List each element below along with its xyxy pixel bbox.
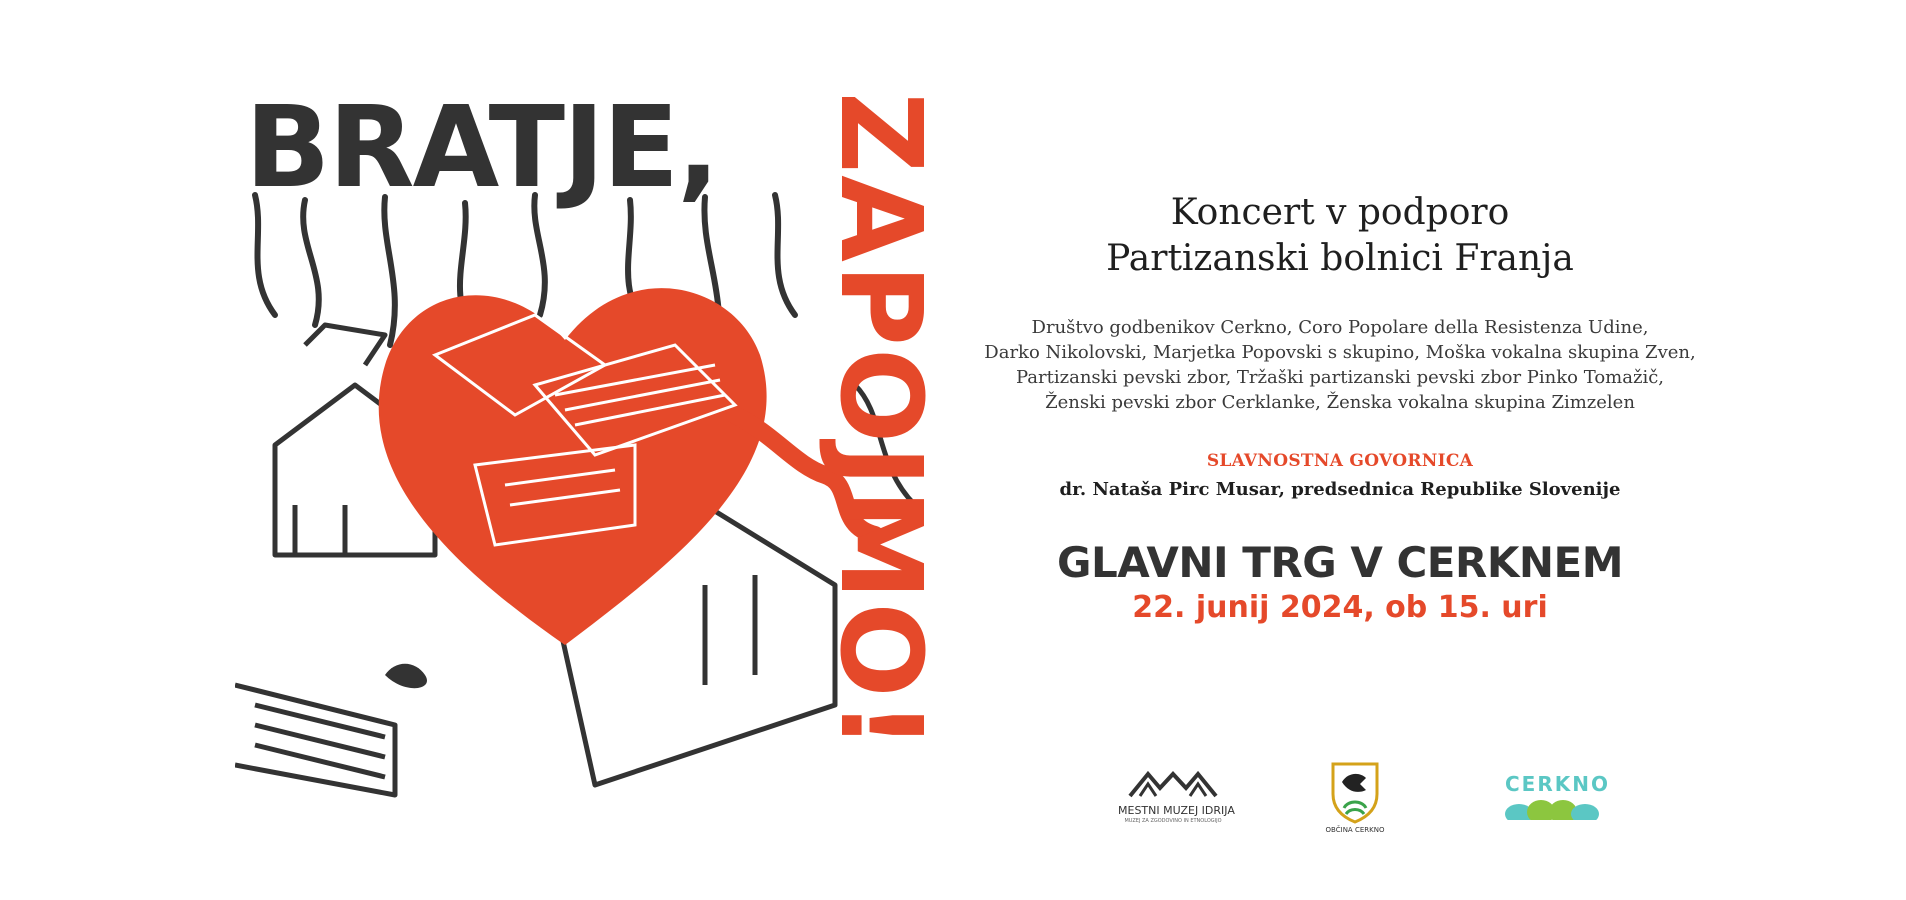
museum-subtitle: MUZEJ ZA ZGODOVINO IN ETNOLOGIJO <box>1124 818 1222 824</box>
headline-bratje: BRATJE, <box>245 83 718 213</box>
logo-mestni-muzej-idrija <box>1118 770 1235 824</box>
coat-of-arms-logo-icon <box>1320 760 1390 824</box>
concert-title-line-1: Koncert v podporo <box>1170 192 1510 233</box>
event-date: 22. junij 2024, ob 15. uri <box>1132 590 1548 625</box>
venue: GLAVNI TRG V CERKNEM <box>1056 538 1624 587</box>
performers-line: Darko Nikolovski, Marjetka Popovski s skupino, Moška vokalna skupina Zven, <box>984 342 1696 363</box>
obcina-name: OBČINA CERKNO <box>1325 826 1385 834</box>
performers-list <box>980 315 1700 415</box>
logo-obcina-cerkno <box>1320 760 1390 834</box>
performers-line: Ženski pevski zbor Cerklanke, Ženska vokalna skupina Zimzelen <box>1045 392 1635 413</box>
logo-cerkno <box>1505 772 1610 820</box>
speaker-name: dr. Nataša Pirc Musar, predsednica Republike Slovenije <box>1059 479 1621 500</box>
museum-m-logo-icon <box>1118 770 1228 798</box>
museum-name: MESTNI MUZEJ IDRIJA <box>1118 804 1235 817</box>
cerkno-wordmark: CERKNO <box>1505 772 1610 796</box>
vertical-headline-wrapper <box>815 92 945 820</box>
performers-line: Društvo godbenikov Cerkno, Coro Popolare della Resistenza Udine, <box>1031 317 1649 338</box>
small-figure <box>385 664 427 688</box>
speaker-label: SLAVNOSTNA GOVORNICA <box>1206 451 1474 471</box>
performers-line: Partizanski pevski zbor, Tržaški partizanski pevski zbor Pinko Tomažič, <box>1015 367 1665 388</box>
headline-zapojmo: ZAPOJMO! <box>815 92 945 753</box>
concert-title <box>980 190 1700 282</box>
concert-title-line-2: Partizanski bolnici Franja <box>1106 238 1574 279</box>
cerkno-tourism-logo-icon <box>1505 796 1601 820</box>
